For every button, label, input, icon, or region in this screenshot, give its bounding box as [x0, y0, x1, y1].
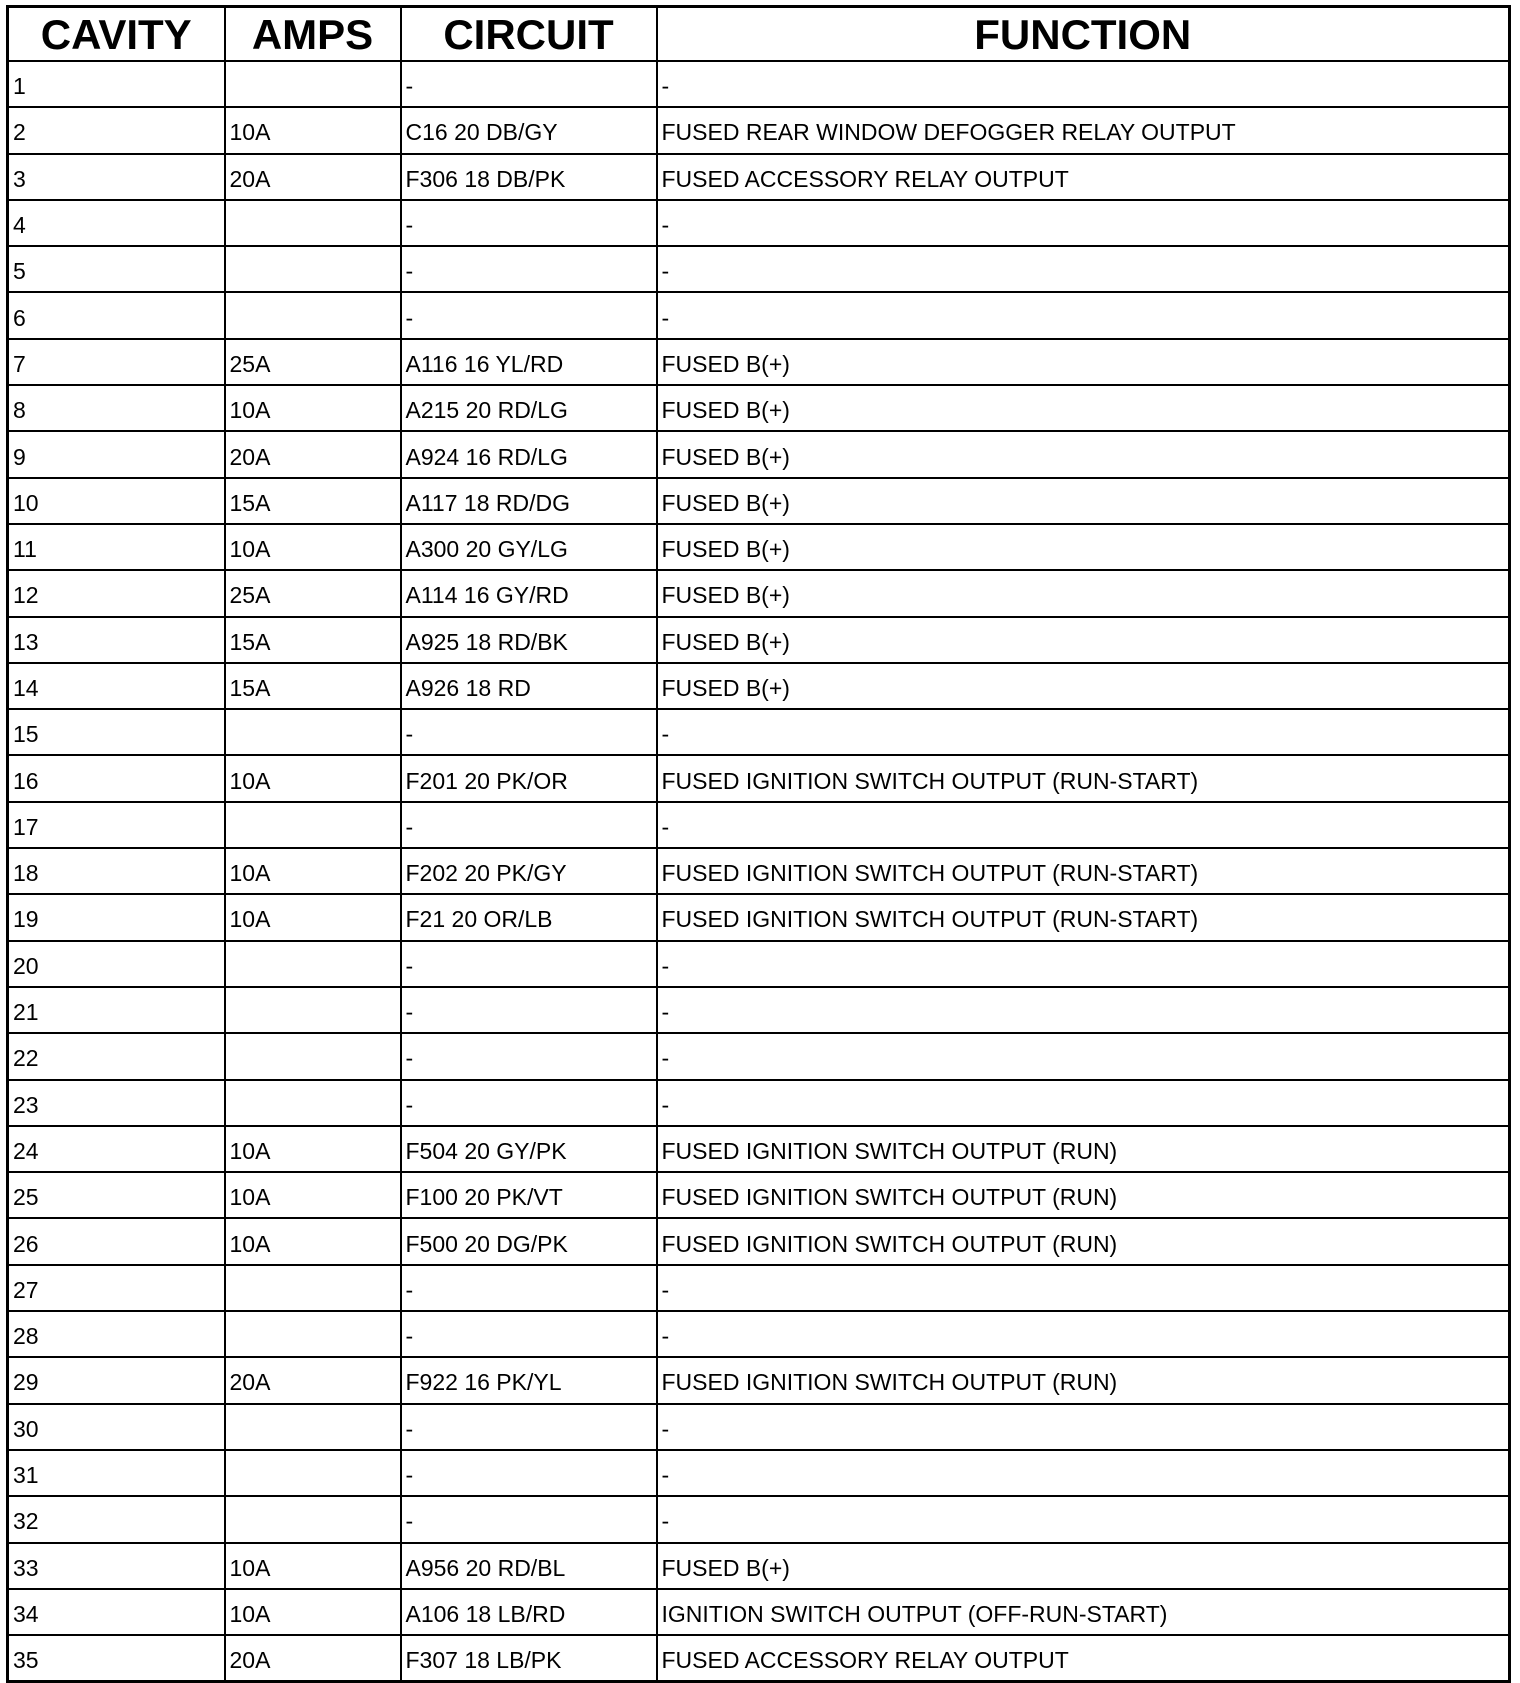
- circuit-cell: -: [401, 200, 657, 246]
- circuit-cell: -: [401, 1265, 657, 1311]
- amps-cell: 20A: [225, 431, 401, 477]
- cavity-cell: 1: [8, 61, 225, 107]
- amps-cell: [225, 1404, 401, 1450]
- table-row: [8, 246, 1510, 292]
- circuit-cell: F202 20 PK/GY: [401, 848, 657, 894]
- amps-cell: 10A: [225, 1172, 401, 1218]
- table-row: [8, 1218, 1510, 1264]
- cavity-cell: 20: [8, 941, 225, 987]
- circuit-cell: -: [401, 709, 657, 755]
- function-cell: -: [657, 61, 1510, 107]
- amps-cell: [225, 1033, 401, 1079]
- amps-cell: 20A: [225, 154, 401, 200]
- amps-cell: [225, 709, 401, 755]
- amps-cell: 10A: [225, 524, 401, 570]
- function-cell: -: [657, 802, 1510, 848]
- circuit-cell: F500 20 DG/PK: [401, 1218, 657, 1264]
- function-cell: FUSED IGNITION SWITCH OUTPUT (RUN): [657, 1357, 1510, 1403]
- table-row: [8, 1543, 1510, 1589]
- cavity-cell: 33: [8, 1543, 225, 1589]
- cavity-cell: 30: [8, 1404, 225, 1450]
- amps-cell: 10A: [225, 1218, 401, 1264]
- circuit-cell: -: [401, 1080, 657, 1126]
- cavity-cell: 24: [8, 1126, 225, 1172]
- amps-cell: [225, 802, 401, 848]
- amps-cell: 15A: [225, 617, 401, 663]
- amps-cell: [225, 1265, 401, 1311]
- function-cell: IGNITION SWITCH OUTPUT (OFF-RUN-START): [657, 1589, 1510, 1635]
- amps-cell: 10A: [225, 848, 401, 894]
- circuit-cell: A926 18 RD: [401, 663, 657, 709]
- amps-cell: 20A: [225, 1635, 401, 1682]
- circuit-cell: -: [401, 1404, 657, 1450]
- amps-cell: 25A: [225, 339, 401, 385]
- amps-cell: [225, 292, 401, 338]
- amps-cell: [225, 941, 401, 987]
- function-cell: FUSED B(+): [657, 524, 1510, 570]
- function-cell: FUSED B(+): [657, 570, 1510, 616]
- cavity-cell: 25: [8, 1172, 225, 1218]
- cavity-cell: 18: [8, 848, 225, 894]
- circuit-cell: -: [401, 1033, 657, 1079]
- table-row: [8, 755, 1510, 801]
- table-row: [8, 524, 1510, 570]
- circuit-cell: -: [401, 987, 657, 1033]
- function-cell: FUSED ACCESSORY RELAY OUTPUT: [657, 1635, 1510, 1682]
- circuit-cell: -: [401, 246, 657, 292]
- table-row: [8, 617, 1510, 663]
- cavity-cell: 17: [8, 802, 225, 848]
- circuit-cell: A116 16 YL/RD: [401, 339, 657, 385]
- circuit-cell: F307 18 LB/PK: [401, 1635, 657, 1682]
- function-cell: -: [657, 1265, 1510, 1311]
- cavity-cell: 13: [8, 617, 225, 663]
- function-cell: -: [657, 1404, 1510, 1450]
- table-row: [8, 339, 1510, 385]
- table-row: [8, 1080, 1510, 1126]
- function-cell: -: [657, 246, 1510, 292]
- table-row: [8, 1404, 1510, 1450]
- function-cell: FUSED IGNITION SWITCH OUTPUT (RUN): [657, 1172, 1510, 1218]
- cavity-cell: 19: [8, 894, 225, 940]
- function-cell: FUSED ACCESSORY RELAY OUTPUT: [657, 154, 1510, 200]
- circuit-cell: F504 20 GY/PK: [401, 1126, 657, 1172]
- function-cell: FUSED IGNITION SWITCH OUTPUT (RUN): [657, 1218, 1510, 1264]
- circuit-cell: A114 16 GY/RD: [401, 570, 657, 616]
- table-row: [8, 200, 1510, 246]
- function-cell: FUSED IGNITION SWITCH OUTPUT (RUN): [657, 1126, 1510, 1172]
- header-function: FUNCTION: [657, 7, 1510, 62]
- circuit-cell: C16 20 DB/GY: [401, 107, 657, 153]
- function-cell: FUSED B(+): [657, 617, 1510, 663]
- cavity-cell: 29: [8, 1357, 225, 1403]
- function-cell: FUSED B(+): [657, 339, 1510, 385]
- cavity-cell: 28: [8, 1311, 225, 1357]
- cavity-cell: 6: [8, 292, 225, 338]
- amps-cell: 15A: [225, 478, 401, 524]
- table-row: [8, 1635, 1510, 1682]
- function-cell: -: [657, 1033, 1510, 1079]
- table-row: [8, 1589, 1510, 1635]
- cavity-cell: 5: [8, 246, 225, 292]
- function-cell: FUSED IGNITION SWITCH OUTPUT (RUN-START): [657, 755, 1510, 801]
- circuit-cell: -: [401, 1496, 657, 1542]
- circuit-cell: -: [401, 292, 657, 338]
- table-row: [8, 1265, 1510, 1311]
- header-circuit: CIRCUIT: [401, 7, 657, 62]
- cavity-cell: 35: [8, 1635, 225, 1682]
- amps-cell: [225, 1450, 401, 1496]
- cavity-cell: 32: [8, 1496, 225, 1542]
- cavity-cell: 7: [8, 339, 225, 385]
- circuit-cell: F100 20 PK/VT: [401, 1172, 657, 1218]
- amps-cell: 10A: [225, 385, 401, 431]
- cavity-cell: 8: [8, 385, 225, 431]
- table-row: [8, 431, 1510, 477]
- cavity-cell: 34: [8, 1589, 225, 1635]
- cavity-cell: 26: [8, 1218, 225, 1264]
- cavity-cell: 14: [8, 663, 225, 709]
- circuit-cell: A106 18 LB/RD: [401, 1589, 657, 1635]
- function-cell: FUSED REAR WINDOW DEFOGGER RELAY OUTPUT: [657, 107, 1510, 153]
- function-cell: FUSED IGNITION SWITCH OUTPUT (RUN-START): [657, 848, 1510, 894]
- table-row: [8, 1311, 1510, 1357]
- header-amps: AMPS: [225, 7, 401, 62]
- function-cell: -: [657, 941, 1510, 987]
- table-row: [8, 107, 1510, 153]
- table-row: [8, 385, 1510, 431]
- circuit-cell: A925 18 RD/BK: [401, 617, 657, 663]
- cavity-cell: 23: [8, 1080, 225, 1126]
- header-row: [8, 7, 1510, 62]
- amps-cell: 10A: [225, 107, 401, 153]
- table-header: [8, 7, 1510, 62]
- cavity-cell: 4: [8, 200, 225, 246]
- cavity-cell: 11: [8, 524, 225, 570]
- amps-cell: 10A: [225, 755, 401, 801]
- cavity-cell: 12: [8, 570, 225, 616]
- table-row: [8, 478, 1510, 524]
- table-row: [8, 154, 1510, 200]
- function-cell: -: [657, 709, 1510, 755]
- table-row: [8, 1172, 1510, 1218]
- cavity-cell: 21: [8, 987, 225, 1033]
- table-row: [8, 1033, 1510, 1079]
- table-row: [8, 61, 1510, 107]
- circuit-cell: F306 18 DB/PK: [401, 154, 657, 200]
- circuit-cell: A215 20 RD/LG: [401, 385, 657, 431]
- amps-cell: 10A: [225, 1543, 401, 1589]
- amps-cell: 15A: [225, 663, 401, 709]
- circuit-cell: F201 20 PK/OR: [401, 755, 657, 801]
- fuse-cavity-table: [6, 5, 1511, 1683]
- function-cell: -: [657, 1450, 1510, 1496]
- table-row: [8, 848, 1510, 894]
- function-cell: -: [657, 292, 1510, 338]
- circuit-cell: -: [401, 941, 657, 987]
- table-row: [8, 1357, 1510, 1403]
- table-row: [8, 894, 1510, 940]
- circuit-cell: A956 20 RD/BL: [401, 1543, 657, 1589]
- cavity-cell: 15: [8, 709, 225, 755]
- header-cavity: CAVITY: [8, 7, 225, 62]
- table-row: [8, 1496, 1510, 1542]
- amps-cell: [225, 246, 401, 292]
- circuit-cell: -: [401, 1311, 657, 1357]
- table-row: [8, 1126, 1510, 1172]
- amps-cell: [225, 987, 401, 1033]
- circuit-cell: A300 20 GY/LG: [401, 524, 657, 570]
- table-row: [8, 663, 1510, 709]
- amps-cell: [225, 200, 401, 246]
- function-cell: -: [657, 1311, 1510, 1357]
- table-row: [8, 941, 1510, 987]
- cavity-cell: 27: [8, 1265, 225, 1311]
- cavity-cell: 22: [8, 1033, 225, 1079]
- circuit-cell: F21 20 OR/LB: [401, 894, 657, 940]
- amps-cell: 25A: [225, 570, 401, 616]
- table-row: [8, 802, 1510, 848]
- amps-cell: 20A: [225, 1357, 401, 1403]
- cavity-cell: 9: [8, 431, 225, 477]
- table-row: [8, 570, 1510, 616]
- table-body: [8, 61, 1510, 1682]
- table-row: [8, 1450, 1510, 1496]
- circuit-cell: A924 16 RD/LG: [401, 431, 657, 477]
- cavity-cell: 2: [8, 107, 225, 153]
- cavity-cell: 16: [8, 755, 225, 801]
- function-cell: FUSED B(+): [657, 663, 1510, 709]
- amps-cell: [225, 1311, 401, 1357]
- cavity-cell: 3: [8, 154, 225, 200]
- amps-cell: 10A: [225, 1126, 401, 1172]
- function-cell: FUSED IGNITION SWITCH OUTPUT (RUN-START): [657, 894, 1510, 940]
- function-cell: -: [657, 1080, 1510, 1126]
- function-cell: FUSED B(+): [657, 1543, 1510, 1589]
- table-row: [8, 292, 1510, 338]
- circuit-cell: A117 18 RD/DG: [401, 478, 657, 524]
- function-cell: FUSED B(+): [657, 385, 1510, 431]
- amps-cell: 10A: [225, 894, 401, 940]
- function-cell: -: [657, 1496, 1510, 1542]
- table-row: [8, 709, 1510, 755]
- function-cell: -: [657, 200, 1510, 246]
- amps-cell: [225, 61, 401, 107]
- function-cell: -: [657, 987, 1510, 1033]
- amps-cell: [225, 1080, 401, 1126]
- circuit-cell: -: [401, 61, 657, 107]
- function-cell: FUSED B(+): [657, 431, 1510, 477]
- circuit-cell: -: [401, 1450, 657, 1496]
- amps-cell: [225, 1496, 401, 1542]
- cavity-cell: 31: [8, 1450, 225, 1496]
- amps-cell: 10A: [225, 1589, 401, 1635]
- table-row: [8, 987, 1510, 1033]
- cavity-cell: 10: [8, 478, 225, 524]
- circuit-cell: F922 16 PK/YL: [401, 1357, 657, 1403]
- circuit-cell: -: [401, 802, 657, 848]
- function-cell: FUSED B(+): [657, 478, 1510, 524]
